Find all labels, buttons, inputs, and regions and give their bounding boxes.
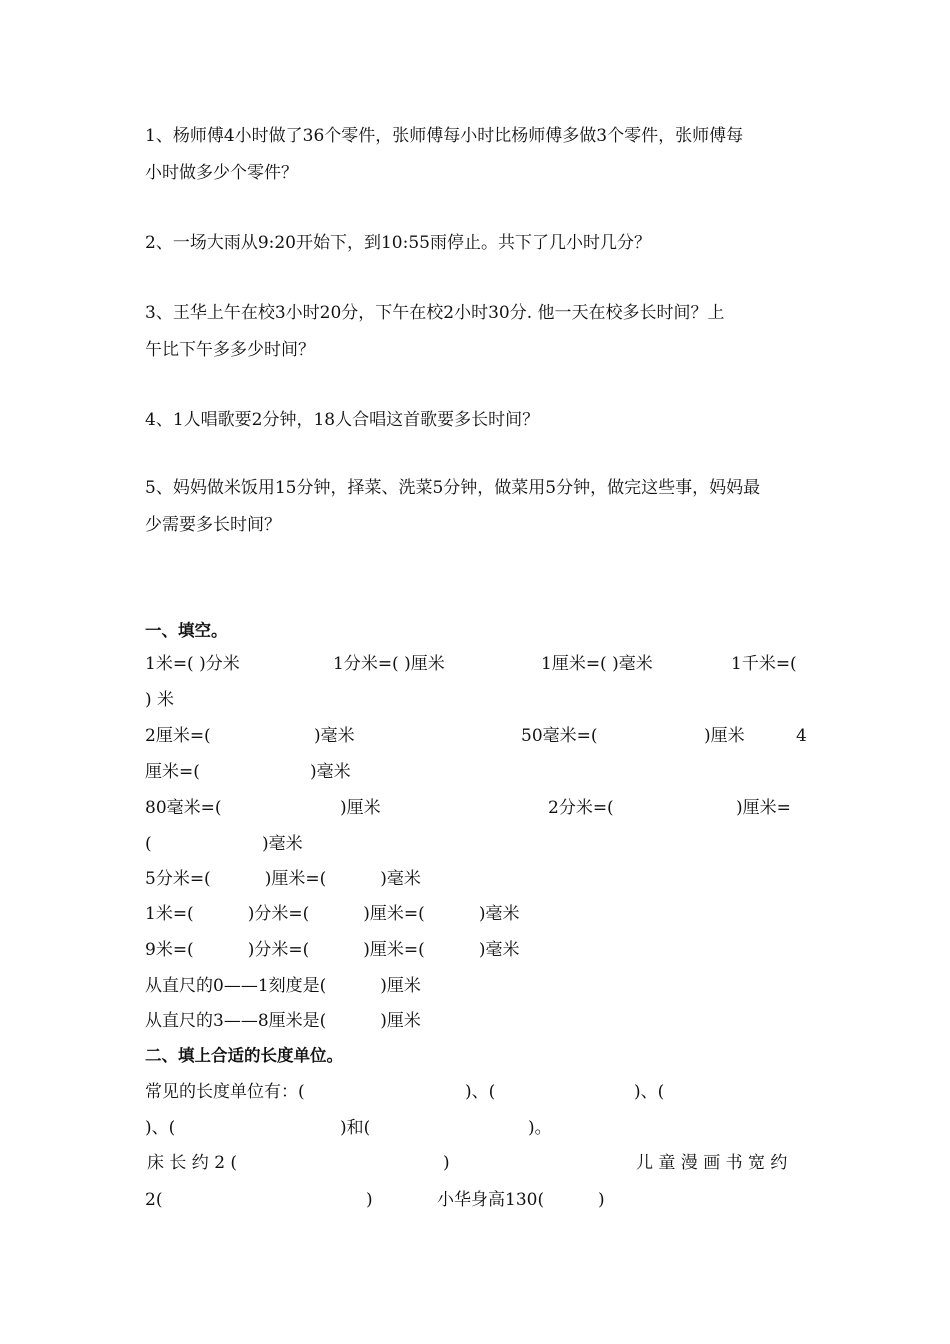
fill-80mm-start: 80毫米=(	[145, 798, 222, 818]
section-1-heading: 一、填空。	[145, 621, 228, 640]
fill-1km-m-end: ) 米	[145, 690, 175, 710]
height-end: )	[598, 1190, 605, 1210]
units-line-2-end: )。	[528, 1118, 552, 1138]
fill-2dm-mm-start: (	[145, 834, 152, 854]
bed-length-start: 床 长 约 2 (	[147, 1153, 238, 1173]
fill-80mm-end: )厘米	[340, 798, 381, 818]
height-start: 小华身高130(	[437, 1190, 545, 1210]
problem-2: 2、一场大雨从9:20开始下，到10:55雨停止。共下了几小时几分？	[145, 233, 651, 253]
fill-50mm-end: )厘米	[704, 726, 745, 746]
fill-4cm-start: 厘米=(	[145, 762, 200, 782]
comic-width-start: 2(	[145, 1190, 163, 1210]
comic-width-end: )	[366, 1190, 373, 1210]
units-line-2-mid: )和(	[340, 1118, 371, 1138]
problem-4: 4、1人唱歌要2分钟，18人合唱这首歌要多长时间？	[145, 410, 540, 430]
units-line-2-start: )、(	[145, 1118, 176, 1138]
fill-2dm-mid: )厘米=	[736, 798, 791, 818]
fill-9m-chain: 9米=( )分米=( )厘米=( )毫米	[145, 940, 520, 960]
fill-ruler-0-1: 从直尺的0——1刻度是( )厘米	[145, 976, 421, 996]
fill-ruler-3-8: 从直尺的3——8厘米是( )厘米	[145, 1011, 421, 1031]
fill-50mm-start: 50毫米=(	[521, 726, 598, 746]
fill-1m-dm: 1米=( )分米	[145, 654, 240, 674]
fill-2dm-start: 2分米=(	[548, 798, 614, 818]
fill-5dm: 5分米=( )厘米=( )毫米	[145, 869, 421, 889]
comic-width-label: 儿 童 漫 画 书 宽 约	[636, 1153, 788, 1173]
fill-1dm-cm: 1分米=( )厘米	[333, 654, 445, 674]
fill-2cm-start: 2厘米=(	[145, 726, 211, 746]
problem-1-line-1: 1、杨师傅4小时做了36个零件，张师傅每小时比杨师傅多做3个零件，张师傅每	[145, 126, 744, 146]
fill-2cm-end: )毫米	[314, 726, 355, 746]
bed-length-end: )	[443, 1153, 450, 1173]
section-2-heading: 二、填上合适的长度单位。	[145, 1046, 343, 1065]
fill-4cm-number: 4	[796, 726, 807, 746]
problem-3-line-1: 3、王华上午在校3小时20分，下午在校2小时30分. 他一天在校多长时间？上	[145, 303, 725, 323]
units-line-1-end: )、(	[634, 1082, 665, 1102]
problem-1-line-2: 小时做多少个零件？	[145, 163, 298, 183]
problem-3-line-2: 午比下午多多少时间？	[145, 340, 315, 360]
problem-5-line-1: 5、妈妈做米饭用15分钟，择菜、洗菜5分钟，做菜用5分钟，做完这些事，妈妈最	[145, 478, 761, 498]
problem-5-line-2: 少需要多长时间？	[145, 515, 281, 535]
fill-4cm-end: )毫米	[310, 762, 351, 782]
units-line-1-start: 常见的长度单位有：(	[145, 1082, 305, 1102]
fill-2dm-mm-end: )毫米	[262, 834, 303, 854]
fill-1km-m-start: 1千米=(	[731, 654, 797, 674]
units-line-1-mid: )、(	[465, 1082, 496, 1102]
fill-1m-chain: 1米=( )分米=( )厘米=( )毫米	[145, 904, 520, 924]
fill-1cm-mm: 1厘米=( )毫米	[541, 654, 653, 674]
